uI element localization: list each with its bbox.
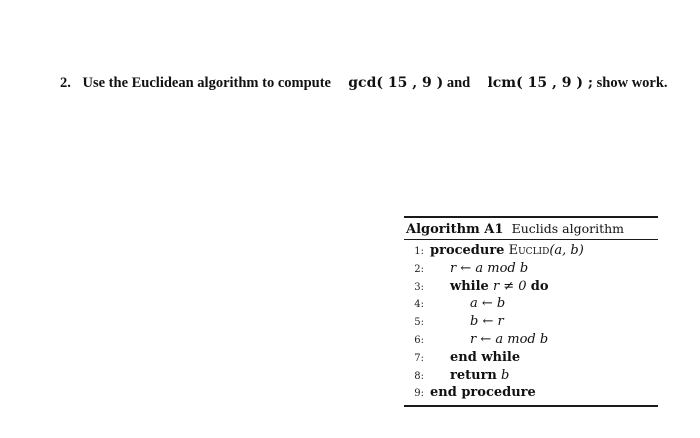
keyword-return: return (450, 367, 497, 383)
gcd-expression: gcd( 15 , 9 ) (348, 75, 444, 91)
algorithm-box (404, 216, 658, 407)
algorithm-lines (404, 240, 658, 402)
algorithm-line-9 (404, 384, 658, 402)
question-number: 2. (60, 75, 71, 91)
line-number: 1: (414, 246, 424, 257)
algorithm-line-7 (404, 349, 658, 367)
question-suffix: show work. (596, 75, 668, 91)
line-body: r ← a mod b (450, 260, 529, 276)
algorithm-line-6 (404, 331, 658, 349)
line-number: 8: (414, 370, 424, 382)
line-body: b ← r (470, 314, 504, 330)
line-body (450, 278, 549, 296)
question-prompt: Use the Euclidean algorithm to compute (82, 75, 331, 91)
line-body: end procedure (430, 385, 536, 401)
line-number: 3: (414, 281, 424, 293)
algorithm-title: Euclids algorithm (511, 221, 625, 236)
algorithm-line-5 (404, 313, 658, 331)
line-number: 4: (414, 299, 424, 311)
line-number: 2: (414, 263, 424, 275)
lcm-expression: lcm( 15 , 9 ) ; (487, 75, 594, 91)
algorithm-bottom-rule (404, 405, 658, 407)
procedure-args: (a, b) (549, 243, 584, 258)
line-number: 7: (414, 352, 424, 364)
line-body: end while (450, 349, 521, 365)
algorithm-line-4 (404, 295, 658, 313)
algorithm-line-1 (404, 242, 658, 260)
line-number: 9: (414, 388, 424, 400)
procedure-name: Euclid (508, 243, 550, 258)
line-number: 5: (414, 317, 424, 329)
keyword-while: while (450, 278, 489, 294)
line-body: r ← a mod b (470, 331, 549, 347)
algorithm-line-3 (404, 278, 658, 296)
algorithm-label: Algorithm A1 (406, 222, 504, 237)
algorithm-caption (404, 218, 658, 239)
algorithm-line-2 (404, 260, 658, 278)
keyword-procedure: procedure (430, 243, 505, 258)
return-value: b (501, 367, 510, 383)
line-number: 6: (414, 334, 424, 346)
line-body: a ← b (470, 296, 506, 312)
line-body (450, 367, 509, 385)
algorithm-line-8 (404, 367, 658, 385)
question-text (60, 75, 668, 92)
and-word: and (446, 75, 471, 91)
line-body (430, 242, 584, 260)
keyword-do: do (530, 278, 549, 294)
while-condition: r ≠ 0 (492, 278, 527, 294)
